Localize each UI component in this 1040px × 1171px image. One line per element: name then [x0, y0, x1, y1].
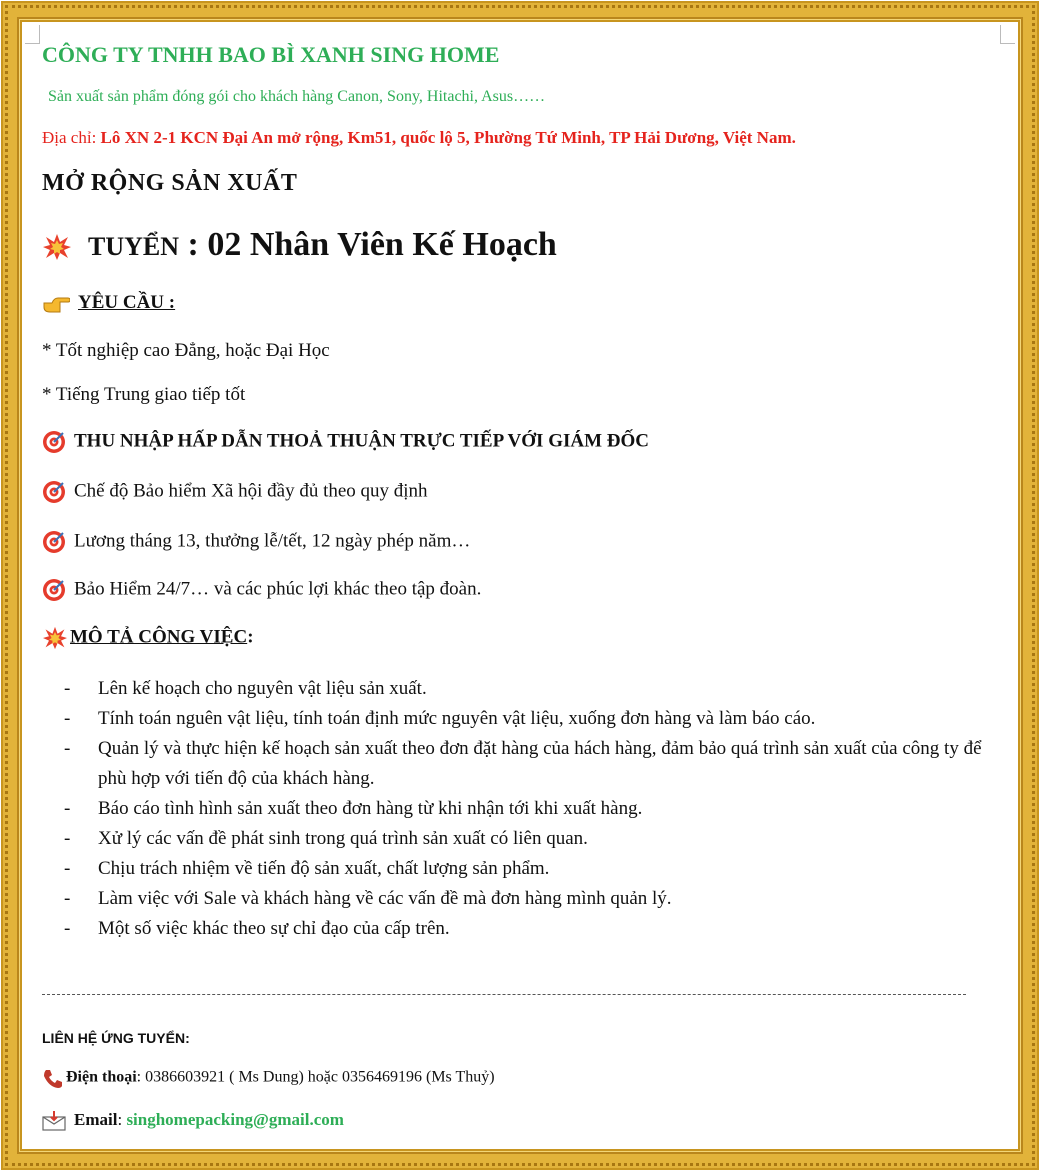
company-tagline: Sản xuất sản phẩm đóng gói cho khách hàng Canon, Sony, Hitachi, Asus……	[48, 88, 546, 105]
task-text: Tính toán nguên vật liệu, tính toán định mức nguyên vật liệu, xuống đơn hàng và làm báo cáo.	[98, 708, 816, 729]
task-text: Làm việc với Sale và khách hàng về các vấn đề mà đơn hàng mình quản lý.	[98, 888, 672, 909]
recruit-heading	[42, 226, 557, 264]
benefit-text: Chế độ Bảo hiểm Xã hội đầy đủ theo quy định	[74, 480, 428, 502]
list-bullet: -	[64, 678, 71, 699]
target-icon	[42, 578, 66, 602]
address-label: Địa chỉ:	[42, 128, 101, 147]
email-colon: :	[117, 1110, 127, 1129]
task-text: Chịu trách nhiệm về tiến độ sản xuất, chất lượng sản phẩm.	[98, 858, 550, 879]
target-icon	[42, 530, 66, 554]
mail-icon	[42, 1111, 66, 1131]
task-text: Lên kế hoạch cho nguyên vật liệu sản xuất.	[98, 678, 427, 699]
requirement-item: * Tốt nghiệp cao Đẳng, hoặc Đại Học	[42, 340, 330, 361]
contact-email	[42, 1110, 344, 1131]
benefit-item	[42, 480, 428, 504]
task-list	[64, 674, 1004, 944]
list-bullet: -	[64, 738, 71, 759]
phone-icon	[42, 1068, 64, 1088]
list-item	[64, 704, 1004, 734]
income-text: THU NHẬP HẤP DẪN THOẢ THUẬN TRỰC TIẾP VỚI GIÁM ĐỐC	[74, 430, 650, 452]
task-text: Báo cáo tình hình sản xuất theo đơn hàng từ khi nhận tới khi xuất hàng.	[98, 798, 643, 819]
list-item	[64, 734, 1004, 794]
list-bullet: -	[64, 708, 71, 729]
list-item	[64, 824, 1004, 854]
list-bullet: -	[64, 828, 71, 849]
page-corner-mark	[25, 25, 40, 44]
dashed-divider	[42, 994, 966, 995]
requirements-title: YÊU CẦU :	[78, 292, 176, 313]
phone-value: : 0386603921 ( Ms Dung) hoặc 0356469196 (Ms Thuỷ)	[136, 1068, 495, 1086]
job-description-title: MÔ TẢ CÔNG VIỆC	[70, 626, 248, 648]
recruit-keyword: TUYỂN	[88, 232, 180, 261]
page-corner-mark	[1000, 25, 1015, 44]
job-description-colon: :	[247, 626, 254, 648]
list-item	[64, 794, 1004, 824]
burst-icon	[42, 233, 72, 261]
contact-heading: LIÊN HỆ ỨNG TUYỂN:	[42, 1030, 190, 1046]
job-description-heading	[42, 626, 254, 650]
list-bullet: -	[64, 888, 71, 909]
benefit-item	[42, 530, 470, 554]
recruit-position: : 02 Nhân Viên Kế Hoạch	[179, 226, 557, 263]
list-bullet: -	[64, 918, 71, 939]
task-text: Quản lý và thực hiện kế hoạch sản xuất theo đơn đặt hàng của hách hàng, đảm bảo quá trình sản xuất của công ty để phù hợp với tiến độ của khách hàng.	[98, 738, 982, 789]
task-text: Một số việc khác theo sự chỉ đạo của cấp trên.	[98, 918, 450, 939]
requirement-item: * Tiếng Trung giao tiếp tốt	[42, 384, 246, 405]
address-value: Lô XN 2-1 KCN Đại An mở rộng, Km51, quốc lộ 5, Phường Tứ Minh, TP Hải Dương, Việt Nam.	[100, 128, 796, 147]
contact-phone	[42, 1068, 495, 1088]
list-item	[64, 884, 1004, 914]
benefit-text: Bảo Hiểm 24/7… và các phúc lợi khác theo tập đoàn.	[74, 578, 482, 600]
task-text: Xử lý các vấn đề phát sinh trong quá trình sản xuất có liên quan.	[98, 828, 588, 849]
expand-heading: MỞ RỘNG SẢN XUẤT	[42, 170, 298, 196]
benefit-text: Lương tháng 13, thưởng lễ/tết, 12 ngày phép năm…	[74, 530, 471, 552]
email-link[interactable]: singhomepacking@gmail.com	[126, 1110, 344, 1129]
pointing-hand-icon	[42, 294, 70, 314]
list-item	[64, 674, 1004, 704]
list-item	[64, 914, 1004, 944]
company-address	[42, 128, 796, 148]
list-bullet: -	[64, 858, 71, 879]
target-icon	[42, 430, 66, 454]
target-icon	[42, 480, 66, 504]
benefit-item	[42, 578, 481, 602]
phone-label: Điện thoại	[66, 1068, 137, 1086]
income-heading	[42, 430, 649, 454]
burst-icon	[42, 626, 68, 650]
list-item	[64, 854, 1004, 884]
requirements-heading	[42, 292, 175, 314]
list-bullet: -	[64, 798, 71, 819]
email-label: Email	[74, 1110, 118, 1129]
company-name: CÔNG TY TNHH BAO BÌ XANH SING HOME	[42, 42, 500, 67]
